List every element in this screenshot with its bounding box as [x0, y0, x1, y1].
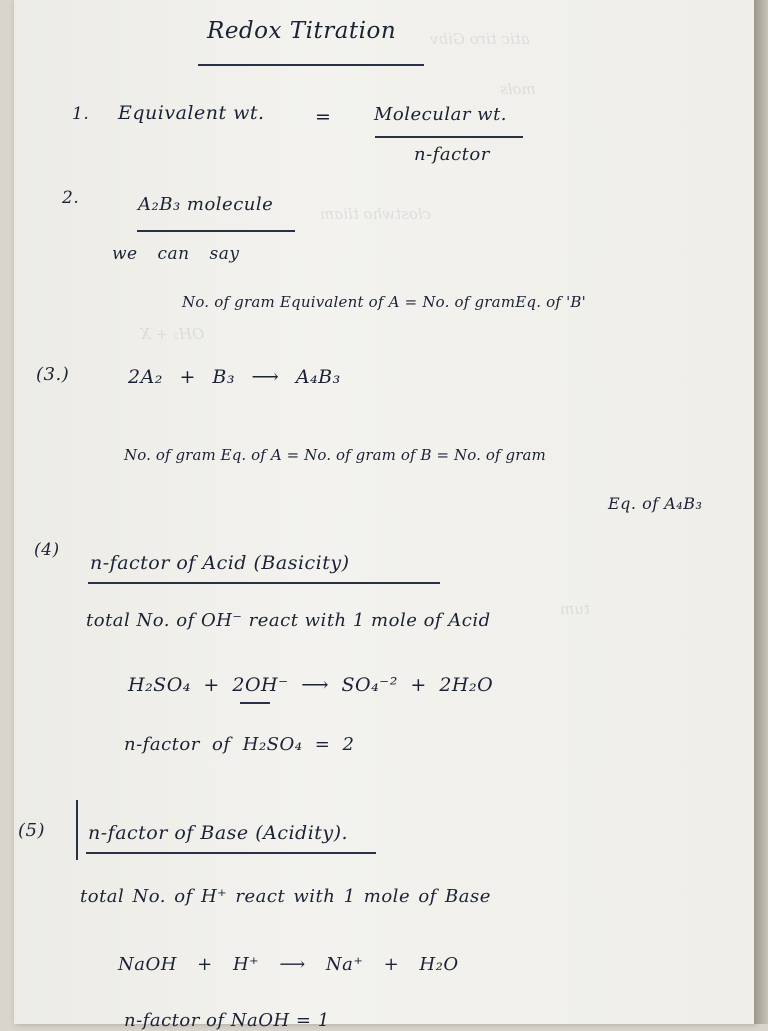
item-4-number: (4) — [34, 540, 60, 560]
margin-line — [76, 800, 78, 860]
item-3-number: (3.) — [36, 364, 70, 385]
page-title: Redox Titration — [207, 18, 397, 44]
h2so4-n-factor-result: n-factor of H₂SO₄ = 2 — [124, 734, 355, 755]
base-n-factor-heading: n-factor of Base (Acidity). — [88, 822, 349, 844]
equals-sign: = — [315, 106, 332, 128]
equivalent-weight-label: Equivalent wt. — [118, 102, 265, 124]
bleed-through-text: OH₂ + X — [140, 325, 205, 343]
gram-equivalent-statement: No. of gram Equivalent of A = No. of gramEq. of 'B' — [182, 293, 586, 311]
h2so4-reaction: H₂SO₄ + 2OH⁻ ⟶ SO₄⁻² + 2H₂O — [128, 674, 494, 696]
bleed-through-text: tum — [560, 600, 590, 618]
bleed-through-text: mols — [500, 80, 536, 98]
naoh-n-factor-partial: n-factor of NaOH = 1 — [124, 1010, 330, 1031]
we-can-say: we can say — [112, 244, 240, 264]
acid-heading-underline — [88, 582, 440, 584]
base-definition: total No. of H⁺ react with 1 mole of Base — [80, 886, 491, 907]
title-underline — [198, 64, 424, 66]
item-3-reaction: 2A₂ + B₃ ⟶ A₄B₃ — [128, 366, 341, 388]
bleed-through-text: clostwho tliam — [320, 205, 432, 223]
naoh-reaction: NaOH + H⁺ ⟶ Na⁺ + H₂O — [118, 954, 459, 975]
item-2-number: 2. — [62, 188, 80, 208]
oh-underline — [240, 702, 270, 704]
molecular-weight-label: Molecular wt. — [374, 104, 508, 125]
bleed-through-text: atic tiro Gibv — [430, 30, 530, 48]
base-heading-underline — [86, 852, 376, 854]
fraction-bar — [375, 136, 523, 138]
item-3-relation-line-1: No. of gram Eq. of A = No. of gram of B = No. of gram — [124, 446, 546, 464]
a2b3-molecule-label: A₂B₃ molecule — [138, 194, 274, 215]
page-edge — [754, 0, 768, 1024]
molecule-underline — [137, 230, 295, 232]
acid-n-factor-heading: n-factor of Acid (Basicity) — [90, 552, 350, 574]
item-1-number: 1. — [72, 104, 90, 124]
n-factor-label: n-factor — [414, 144, 490, 165]
item-3-relation-line-2: Eq. of A₄B₃ — [608, 494, 703, 513]
item-5-number: (5) — [18, 820, 45, 841]
acid-definition: total No. of OH⁻ react with 1 mole of Acid — [86, 610, 491, 631]
